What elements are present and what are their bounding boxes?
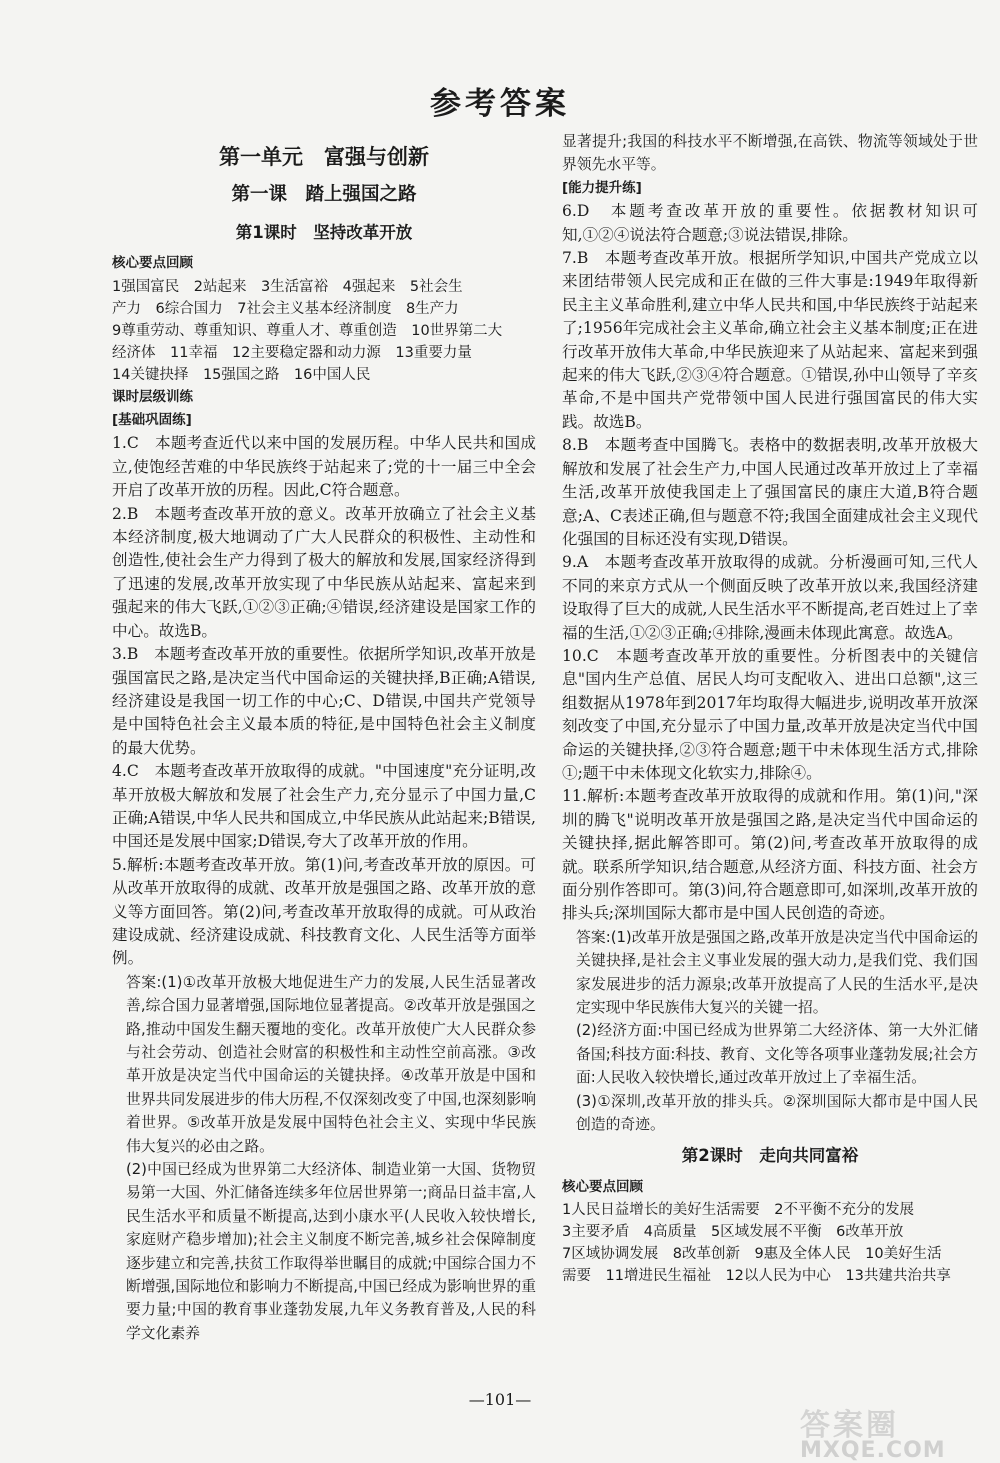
watermark-logo: 答案圈 [800,1408,899,1443]
answer-item: 11.解析:本题考查改革开放取得的成就和作用。第(1)问,"深圳的腾飞"说明改革开放是强国之路,是决定当代中国命运的关键抉择,据此解答即可。第(2)问,考查改革开放取得的成就。联系所学知识,结合题意,从经济方面、科技方面、社会方面分别作答即可。第(3)问,符合题意即可,如深圳,改革开放的排头兵;深圳国际大都市是中国人民创造的奇迹。 [562,787,978,923]
answer-item: 9.A 本题考查改革开放取得的成就。分析漫画可知,三代人不同的来京方式从一个侧面反映了改革开放以来,我国经济建设取得了巨大的成就,人民生活水平不断提高,老百姓过上了幸福的生活,①②③正确;④排除,漫画未体现此寓意。故选A。 [562,553,978,642]
answer-item: 8.B 本题考查中国腾飞。表格中的数据表明,改革开放极大解放和发展了社会生产力,中国人民通过改革开放过上了幸福生活,改革开放使我国走上了强国富民的康庄大道,B符合题意;A、C表述正确,但与题意不符;我国全面建成社会主义现代化强国的目标还没有实现,D错误。 [562,436,978,548]
period-title: 第1课时 坚持改革开放 [235,222,413,242]
answer-item: 10.C 本题考查改革开放的重要性。分析图表中的关键信息"国内生产总值、居民人均可支配收入、进出口总额",这三组数据从1978年到2017年均取得大幅进步,说明改革开放深刻改变了中国,充分显示了中国力量,改革开放是决定当代中国命运的关键抉择,②③符合题意;题干中未体现生活方式,排除①;题干中未体现文化软实力,排除④。 [562,646,978,782]
practice-label: 课时层级训练 [112,388,193,405]
key-points-label: 核心要点回顾 [562,1178,643,1195]
key-points-line: 3主要矛盾 4高质量 5区域发展不平衡 6改革开放 [562,1224,904,1241]
answer-item: 7.B 本题考查改革开放。根据所学知识,中国共产党成立以来团结带领人民完成和正在做的三件大事是:1949年取得新民主主义革命胜利,建立中华人民共和国,中华民族终于站起来了;1956年完成社会主义革命,确立社会主义基本制度;正在进行改革开放伟大革命,中华民族迎来了从站起来、富起来到强起来的伟大飞跃,②③④符合题意。①错误,孙中山领导了辛亥革命,不是中国共产党带领中国人民进行强国富民的伟大实践。故选B。 [562,249,978,431]
key-points-line: 1人民日益增长的美好生活需要 2不平衡不充分的发展 [562,1202,914,1219]
answer-item: 2.B 本题考查改革开放的意义。改革开放确立了社会主义基本经济制度,极大地调动了广大人民群众的积极性、主动性和创造性,使社会生产力得到了极大的解放和发展,国家经济得到了迅速的发展,改革开放实现了中华民族从站起来、富起来到强起来的伟大飞跃,①②③正确;④错误,经济建设是国家工作的中心。故选B。 [112,504,536,640]
watermark [800,1400,990,1463]
left-column [112,140,536,1345]
period2-title: 第2课时 走向共同富裕 [681,1146,859,1166]
lesson-title: 第一课 踏上强国之路 [231,184,417,206]
answer-text: 显著提升;我国的科技水平不断增强,在高铁、物流等领域处于世界领先水平等。 [562,133,978,174]
key-points-line: 14关键抉择 15强国之路 16中国人民 [112,366,371,383]
answer-item: 1.C 本题考查近代以来中国的发展历程。中华人民共和国成立,使饱经苦难的中华民族终于站起来了;党的十一届三中全会开启了改革开放的历程。因此,C符合题意。 [112,434,536,500]
page-title: 参考答案 [430,86,570,122]
key-points-line: 9尊重劳动、尊重知识、尊重人才、尊重创造 10世界第二大 [112,322,503,339]
answer-text: 答案:(1)改革开放是强国之路,改革开放是决定当代中国命运的关键抉择,是社会主义事业发展的强大动力,是我们党、我们国家发展进步的活力源泉;改革开放提高了人民的生活水平,是决定实现中华民族伟大复兴的关键一招。 [576,928,978,1017]
answer-text: (2)中国已经成为世界第二大经济体、制造业第一大国、货物贸易第一大国、外汇储备连续多年位居世界第一;商品日益丰富,人民生活水平和质量不断提高,达到小康水平(人民收入较快增长,家庭财产稳步增加);社会主义制度不断完善,城乡社会保障制度逐步建立和完善,扶贫工作取得举世瞩目的成就;中国综合国力不断增强,国际地位和影响力不断提高,中国已经成为影响世界的重要力量;中国的教育事业蓬勃发展,九年义务教育普及,人民的科学文化素养 [126,1161,536,1342]
key-points-line: 经济体 11幸福 12主要稳定器和动力源 13重要力量 [112,344,472,361]
answer-text: 答案:(1)①改革开放极大地促进生产力的发展,人民生活显著改善,综合国力显著增强,国际地位显著提高。②改革开放是强国之路,推动中国发生翻天覆地的变化。改革开放使广大人民群众参与社会劳动、创造社会财富的积极性和主动性空前高涨。③改革开放是决定当代中国命运的关键抉择。④改革开放是中国和世界共同发展进步的伟大历程,不仅深刻改变了中国,也深刻影响着世界。⑤改革开放是发展中国特色社会主义、实现中华民族伟大复兴的必由之路。 [126,973,536,1155]
watermark-url: MXQE.COM [800,1438,946,1463]
basic-practice-label: [基础巩固练] [112,412,192,429]
page-number: —101— [468,1390,532,1409]
key-points-line: 需要 11增进民生福祉 12以人民为中心 13共建共治共享 [562,1268,951,1285]
unit-title: 第一单元 富强与创新 [219,145,429,169]
answer-item: 6.D 本题考查改革开放的重要性。依据教材知识可知,①②④说法符合题意;③说法错误,排除。 [562,202,978,244]
key-points-line: 产力 6综合国力 7社会主义基本经济制度 8生产力 [112,300,459,317]
key-points-line: 7区域协调发展 8改革创新 9惠及全体人民 10美好生活 [562,1246,942,1263]
answer-item: 4.C 本题考查改革开放取得的成就。"中国速度"充分证明,改革开放极大解放和发展了社会生产力,充分显示了中国力量,C正确;A错误,中华人民共和国成立,中华民族从此站起来;B错误,中国还是发展中国家;D错误,夸大了改革开放的作用。 [112,762,536,851]
answer-text: (3)①深圳,改革开放的排头兵。②深圳国际大都市是中国人民创造的奇迹。 [576,1092,978,1134]
ability-practice-label: [能力提升练] [562,179,642,196]
key-points-label: 核心要点回顾 [112,255,193,272]
answer-item: 3.B 本题考查改革开放的重要性。依据所学知识,改革开放是强国富民之路,是决定当代中国命运的关键抉择,B正确;A错误,经济建设是我国一切工作的中心;C、D错误,中国共产党领导是中国特色社会主义最本质的特征,是中国特色社会主义制度的最大优势。 [112,645,536,757]
answer-text: (2)经济方面:中国已经成为世界第二大经济体、第一大外汇储备国;科技方面:科技、教育、文化等各项事业蓬勃发展;社会方面:人民收入较快增长,通过改革开放过上了幸福生活。 [576,1022,978,1087]
key-points-line: 1强国富民 2站起来 3生活富裕 4强起来 5社会生 [112,278,463,295]
right-column [562,130,978,1287]
answer-item: 5.解析:本题考查改革开放。第(1)问,考查改革开放的原因。可从改革开放取得的成就、改革开放是强国之路、改革开放的意义等方面回答。第(2)问,考查改革开放取得的成就。可从政治建设成就、经济建设成就、科技教育文化、人民生活等方面举例。 [112,855,536,968]
